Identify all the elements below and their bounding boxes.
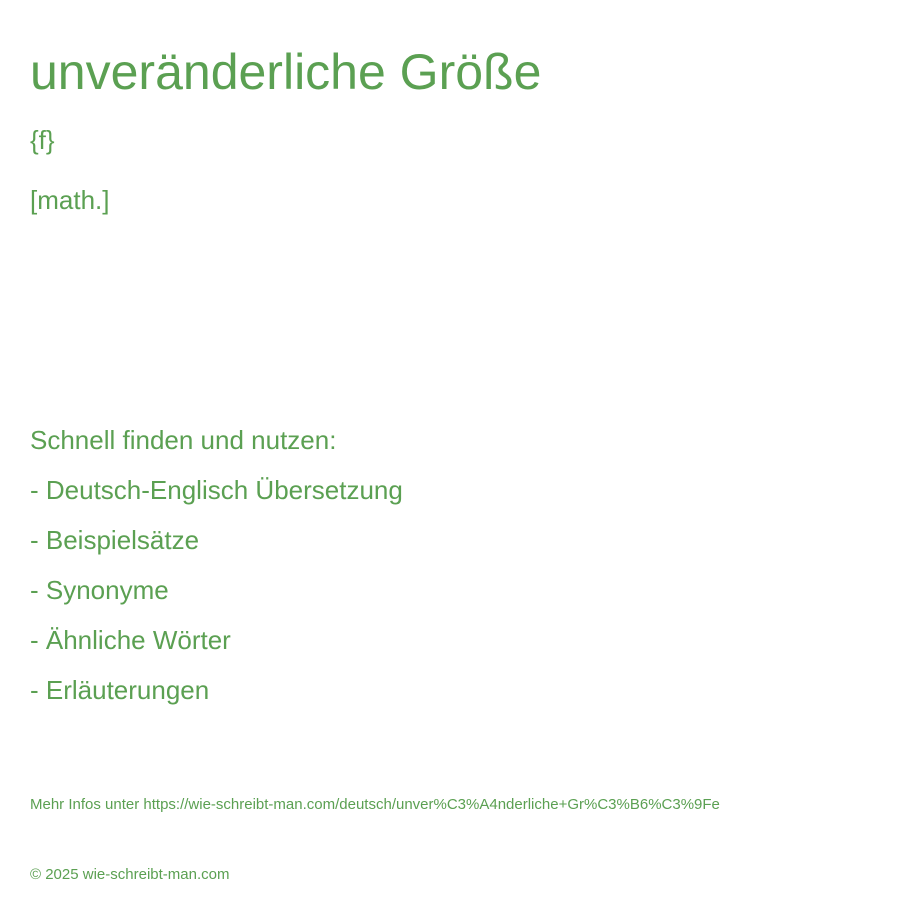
feature-similar-words: - Ähnliche Wörter [30,625,231,655]
subject-domain: [math.] [30,185,110,215]
quick-find-intro: Schnell finden und nutzen: [30,425,337,455]
feature-translation: - Deutsch-Englisch Übersetzung [30,475,403,505]
feature-synonyms: - Synonyme [30,575,169,605]
grammatical-gender: {f} [30,125,55,155]
more-info-link: Mehr Infos unter https://wie-schreibt-man.com/deutsch/unver%C3%A4nderliche+Gr%C3%B6%C3%9Fe [30,796,720,813]
feature-example-sentences: - Beispielsätze [30,525,200,555]
copyright-notice: © 2025 wie-schreibt-man.com [30,866,230,883]
headword-title: unveränderliche Größe [30,44,542,100]
feature-explanations: - Erläuterungen [30,675,210,705]
